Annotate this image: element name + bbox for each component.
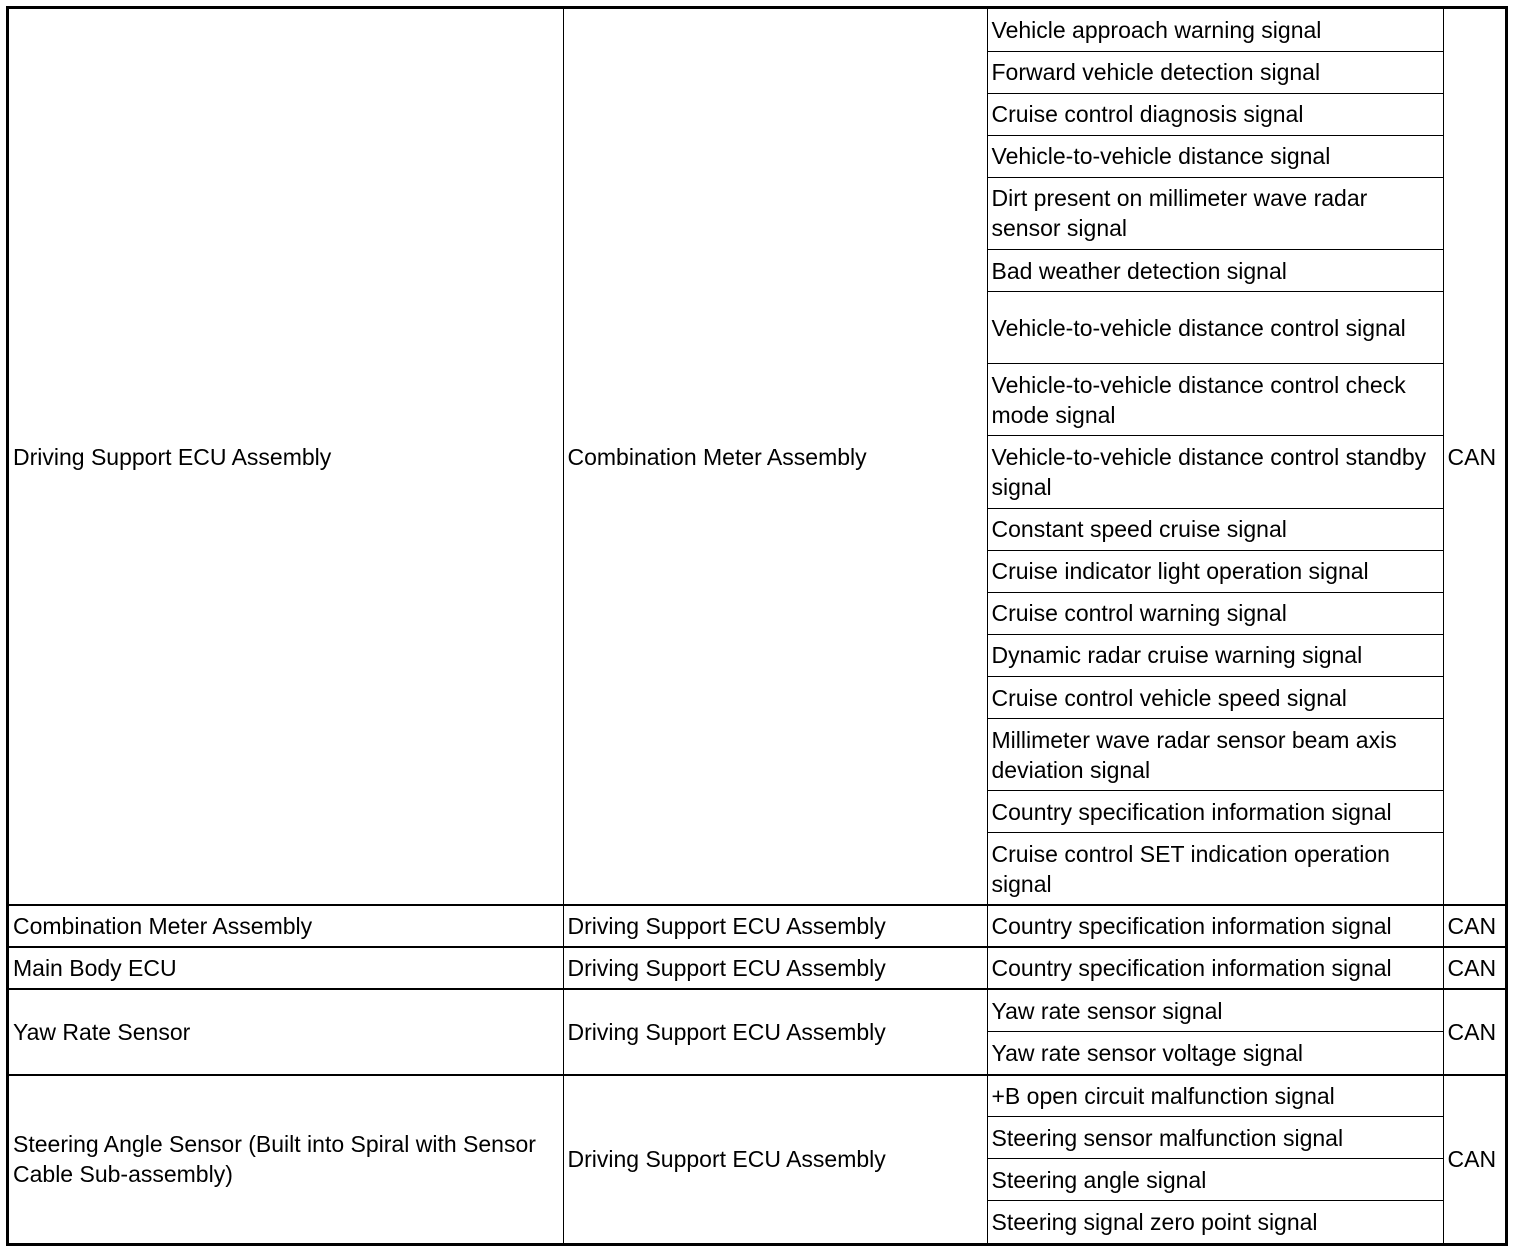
communication-line-cell: CAN xyxy=(1443,989,1505,1074)
signal-cell: Vehicle-to-vehicle distance control standby signal xyxy=(987,436,1443,508)
signal-cell: Constant speed cruise signal xyxy=(987,508,1443,550)
signal-cell: Cruise control warning signal xyxy=(987,592,1443,634)
signal-cell: Millimeter wave radar sensor beam axis deviation signal xyxy=(987,719,1443,791)
signal-cell: Dynamic radar cruise warning signal xyxy=(987,634,1443,676)
signal-cell: Country specification information signal xyxy=(987,947,1443,989)
signal-cell: Cruise control vehicle speed signal xyxy=(987,677,1443,719)
signal-group xyxy=(9,905,1505,947)
table-row xyxy=(9,947,1505,989)
communication-line-cell: CAN xyxy=(1443,947,1505,989)
communication-line-cell: CAN xyxy=(1443,1075,1505,1243)
receiver-cell: Driving Support ECU Assembly xyxy=(563,947,987,989)
signal-cell: Cruise control SET indication operation signal xyxy=(987,833,1443,905)
transmitter-cell: Main Body ECU xyxy=(9,947,563,989)
transmitter-cell: Steering Angle Sensor (Built into Spiral with Sensor Cable Sub-assembly) xyxy=(9,1075,563,1243)
transmitter-cell: Yaw Rate Sensor xyxy=(9,989,563,1074)
communication-line-cell: CAN xyxy=(1443,905,1505,947)
signal-cell: Bad weather detection signal xyxy=(987,250,1443,292)
signal-cell: Country specification information signal xyxy=(987,905,1443,947)
transmitter-cell: Driving Support ECU Assembly xyxy=(9,9,563,905)
signal-cell: Steering angle signal xyxy=(987,1159,1443,1201)
transmitter-cell: Combination Meter Assembly xyxy=(9,905,563,947)
table-row xyxy=(9,9,1505,51)
signal-cell: Forward vehicle detection signal xyxy=(987,51,1443,93)
signal-cell: +B open circuit malfunction signal xyxy=(987,1075,1443,1117)
signal-cell: Yaw rate sensor signal xyxy=(987,989,1443,1031)
signal-cell: Vehicle-to-vehicle distance signal xyxy=(987,135,1443,177)
signal-cell: Cruise indicator light operation signal xyxy=(987,550,1443,592)
table-row xyxy=(9,905,1505,947)
signal-group xyxy=(9,1075,1505,1243)
signal-cell: Yaw rate sensor voltage signal xyxy=(987,1031,1443,1074)
signal-group xyxy=(9,947,1505,989)
table-row xyxy=(9,989,1505,1031)
receiver-cell: Driving Support ECU Assembly xyxy=(563,989,987,1074)
communication-line-cell: CAN xyxy=(1447,443,1497,470)
receiver-cell: Driving Support ECU Assembly xyxy=(563,905,987,947)
signal-cell: Steering signal zero point signal xyxy=(987,1201,1443,1243)
table-row xyxy=(9,1075,1505,1117)
signal-group xyxy=(9,989,1505,1074)
signal-cell: Country specification information signal xyxy=(987,791,1443,833)
signal-cell: Vehicle approach warning signal xyxy=(987,9,1443,51)
signal-cell: Cruise control diagnosis signal xyxy=(987,93,1443,135)
signal-cell: Dirt present on millimeter wave radar sensor signal xyxy=(987,177,1443,249)
signal-group xyxy=(9,9,1505,905)
signal-cell: Vehicle-to-vehicle distance control signal xyxy=(987,292,1443,364)
signal-cell: Vehicle-to-vehicle distance control check mode signal xyxy=(987,364,1443,436)
communication-table-frame xyxy=(6,6,1508,1246)
receiver-cell: Driving Support ECU Assembly xyxy=(563,1075,987,1243)
signal-cell: Steering sensor malfunction signal xyxy=(987,1117,1443,1159)
communication-table xyxy=(9,9,1505,1243)
receiver-cell: Combination Meter Assembly xyxy=(563,9,987,905)
